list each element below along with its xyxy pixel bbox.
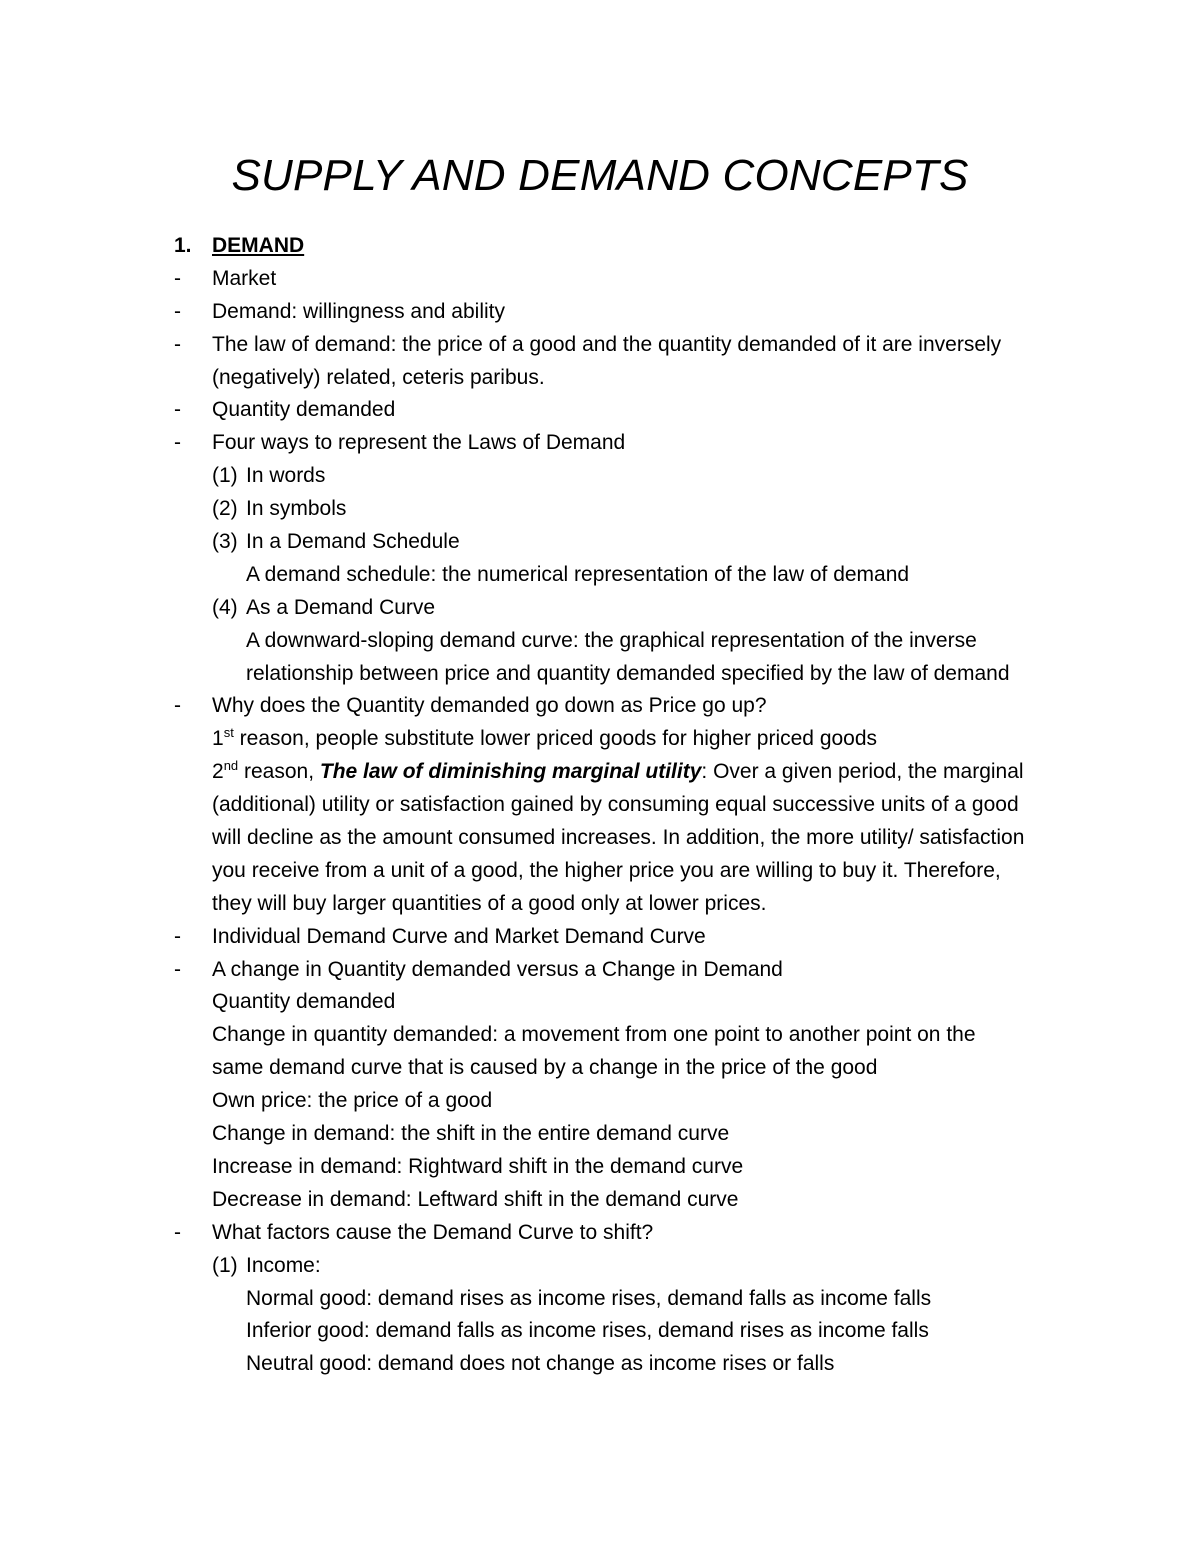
numbered-item-detail	[174, 1283, 1074, 1316]
detail-text: A demand schedule: the numerical representation of the law of demand	[246, 562, 910, 586]
reason-text: reason, people substitute lower priced goods for higher priced goods	[233, 727, 878, 751]
detail-text: relationship between price and quantity demanded specified by the law of demand	[246, 661, 1010, 685]
dash-bullet: -	[174, 957, 181, 981]
dash-bullet: -	[174, 431, 181, 455]
ordinal-number: 1	[212, 727, 224, 751]
numbered-item-text: In a Demand Schedule	[246, 530, 460, 554]
section-heading-text: DEMAND	[212, 234, 305, 257]
list-item	[174, 954, 1074, 987]
item-number: (4)	[212, 595, 238, 619]
reason-text: will decline as the amount consumed increases. In addition, the more utility/ satisfaction	[212, 826, 1025, 850]
detail-text: A downward-sloping demand curve: the graphical representation of the inverse	[246, 628, 977, 652]
section-heading	[174, 230, 1074, 263]
ordinal-suffix: st	[223, 725, 234, 741]
list-item-text: A change in Quantity demanded versus a Change in Demand	[212, 957, 783, 981]
list-item-text: (negatively) related, ceteris paribus.	[212, 365, 545, 389]
list-item-text: Decrease in demand: Leftward shift in the demand curve	[212, 1187, 739, 1211]
list-item-continuation	[174, 855, 1074, 888]
numbered-item	[174, 493, 1074, 526]
dash-bullet: -	[174, 924, 181, 948]
list-item-text: Demand: willingness and ability	[212, 299, 505, 323]
list-item-text: Quantity demanded	[212, 990, 396, 1014]
list-item-continuation	[174, 1151, 1074, 1184]
list-item-text: Change in quantity demanded: a movement from one point to another point on the	[212, 1023, 976, 1047]
section-number: 1.	[174, 234, 192, 257]
list-item-text: Four ways to represent the Laws of Demand	[212, 431, 626, 455]
list-item	[174, 921, 1074, 954]
numbered-item	[174, 1250, 1074, 1283]
list-item-text: Change in demand: the shift in the entire demand curve	[212, 1122, 730, 1146]
numbered-item-detail	[174, 1348, 1074, 1381]
list-item-continuation	[174, 888, 1074, 921]
list-item-continuation	[174, 1019, 1074, 1052]
list-item	[174, 394, 1074, 427]
reason-text: you receive from a unit of a good, the higher price you are willing to buy it. Therefore,	[212, 858, 1001, 882]
dash-bullet: -	[174, 694, 181, 718]
numbered-item-detail	[174, 1315, 1074, 1348]
list-item-text: What factors cause the Demand Curve to shift?	[212, 1220, 654, 1244]
list-item	[174, 1217, 1074, 1250]
dash-bullet: -	[174, 1220, 181, 1244]
reason-text: they will buy larger quantities of a good only at lower prices.	[212, 891, 767, 915]
detail-text: Normal good: demand rises as income rises, demand falls as income falls	[246, 1286, 932, 1310]
reason-text: : Over a given period, the marginal	[701, 760, 1024, 784]
list-item-continuation	[174, 723, 1074, 756]
reason-text: reason,	[238, 760, 320, 784]
list-item-continuation	[174, 1184, 1074, 1217]
list-item-continuation	[174, 362, 1074, 395]
dash-bullet: -	[174, 266, 181, 290]
numbered-item-detail	[174, 625, 1074, 658]
list-item-continuation	[174, 789, 1074, 822]
list-item	[174, 690, 1074, 723]
law-name: The law of diminishing marginal utility	[319, 760, 702, 784]
list-item	[174, 263, 1074, 296]
list-item-text: Individual Demand Curve and Market Demand Curve	[212, 924, 706, 948]
dash-bullet: -	[174, 332, 181, 356]
numbered-item-text: As a Demand Curve	[246, 595, 436, 619]
ordinal-suffix: nd	[223, 758, 239, 774]
list-item-continuation	[174, 1052, 1074, 1085]
list-item-continuation	[174, 1118, 1074, 1151]
item-number: (3)	[212, 530, 238, 554]
dash-bullet: -	[174, 299, 181, 323]
numbered-item-text: Income:	[246, 1253, 321, 1277]
list-item	[174, 296, 1074, 329]
list-item-continuation	[174, 822, 1074, 855]
list-item	[174, 427, 1074, 460]
list-item-continuation	[174, 1085, 1074, 1118]
item-number: (1)	[212, 464, 238, 488]
item-number: (1)	[212, 1253, 238, 1277]
detail-text: Inferior good: demand falls as income rises, demand rises as income falls	[246, 1319, 929, 1343]
ordinal-number: 2	[212, 760, 224, 784]
reason-text: (additional) utility or satisfaction gained by consuming equal successive units of a good	[212, 793, 1019, 817]
list-item-text: Own price: the price of a good	[212, 1089, 493, 1113]
list-item-continuation	[174, 756, 1074, 789]
list-item-text: Increase in demand: Rightward shift in the demand curve	[212, 1154, 744, 1178]
numbered-item-text: In words	[246, 464, 326, 488]
numbered-item-detail	[174, 658, 1074, 691]
detail-text: Neutral good: demand does not change as income rises or falls	[246, 1352, 835, 1376]
list-item-text: The law of demand: the price of a good and the quantity demanded of it are inversely	[212, 332, 1002, 356]
list-item-continuation	[174, 986, 1074, 1019]
numbered-item	[174, 460, 1074, 493]
document-body	[174, 230, 1074, 1381]
list-item-text: Quantity demanded	[212, 398, 396, 422]
numbered-item	[174, 526, 1074, 559]
list-item-text: Why does the Quantity demanded go down as Price go up?	[212, 694, 767, 718]
numbered-item-detail	[174, 559, 1074, 592]
list-item-text: Market	[212, 266, 277, 290]
numbered-item	[174, 592, 1074, 625]
list-item-text: same demand curve that is caused by a change in the price of the good	[212, 1056, 878, 1080]
document-title: SUPPLY AND DEMAND CONCEPTS	[231, 151, 969, 200]
numbered-item-text: In symbols	[246, 497, 347, 521]
list-item	[174, 329, 1074, 362]
item-number: (2)	[212, 497, 238, 521]
dash-bullet: -	[174, 398, 181, 422]
